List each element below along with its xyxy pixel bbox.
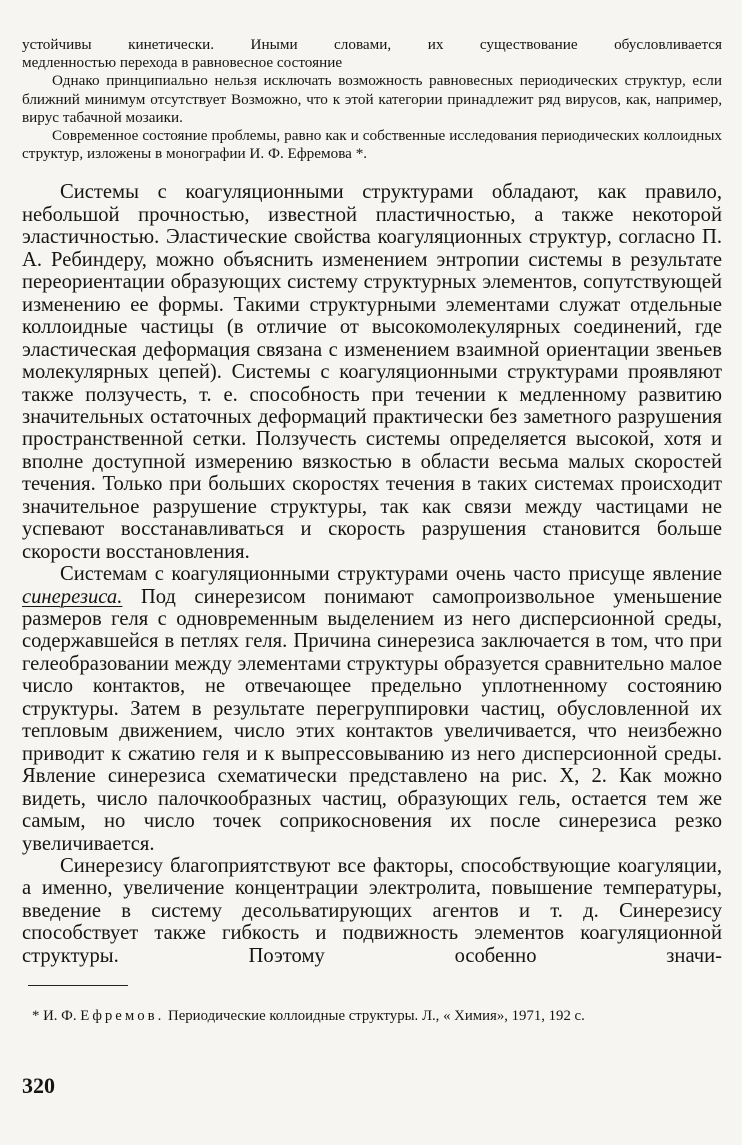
page-number: 320: [22, 1073, 55, 1098]
small-paragraph-viruses: Однако принципиально нельзя исключать возможность равновесных периодических структур, если ближний минимум отсутствует Возможно, что к этой категории принадлежит ряд вирусов, как, например, вирус табачной мозаики.: [22, 72, 722, 126]
syneresis-body: Под синерезисом понимают самопроизвольное уменьшение размеров геля с одновременным выделением из него дисперсионной среды, содержавшейся в петлях геля. Причина синерезиса заключается в том, что при гелеобразовании между элементами структуры образуется сравнительно малое число контактов, не отвечающее предельно уплотненному состоянию структуры. Затем в результате перегруппировки частиц, обусловленной их тепловым движением, число этих контактов увеличивается, что неизбежно приводит к сжатию геля и к выпрессовыванию из него дисперсионной среды. Явление синерезиса схематически представлено на рис. X, 2. Как можно видеть, число палочкообразных частиц, образующих гель, остается тем же самым, но число точек соприкосновения их после синерезиса резко увеличивается.: [22, 585, 722, 855]
carryover-line-2: медленностью перехода в равновесное состояние: [22, 54, 343, 72]
footnote-marker: * И. Ф.: [32, 1008, 77, 1025]
footnote-divider: [28, 985, 128, 986]
carryover-line-1: устойчивы кинетически. Иными словами, их существование обусловливается: [22, 36, 722, 53]
main-text: [22, 181, 722, 967]
small-paragraph-monograph: Современное состояние проблемы, равно как и собственные исследования периодических коллоидных структур, изложены в монографии И. Ф. Ефремова *.: [22, 127, 722, 163]
footnote-text: Периодические коллоидные структуры. Л., « Химия», 1971, 192 с.: [168, 1008, 585, 1025]
paragraph-syneresis-factors: Синерезису благоприятствуют все факторы, способствующие коагуляции, а именно, увеличение концентрации электролита, повышение температуры, введение в систему десольватирующих агентов и т. д. Синерезису способствует также гибкость и подвижность элементов коагуляционной структуры. Поэтому особенно значи-: [22, 855, 722, 967]
paragraph-syneresis: [22, 563, 722, 855]
paragraph-coagulation-structures: Системы с коагуляционными структурами обладают, как правило, небольшой прочностью, известной пластичностью, а также некоторой эластичностью. Эластические свойства коагуляционных структур, согласно П. А. Ребиндеру, можно объяснить изменением энтропии системы в результате переориентации образующих систему структурных элементов, сопутствующей изменению ее формы. Такими структурными элементами служат отдельные коллоидные частицы (в отличие от высокомолекулярных соединений, где эластическая деформация связана с изменением взаимной ориентации звеньев молекулярных цепей). Системы с коагуляционными структурами проявляют также ползучесть, т. е. способность при течении к медленному развитию значительных остаточных деформаций практически без заметного разрушения пространственной сетки. Ползучесть системы определяется высокой, хотя и вполне доступной измерению вязкостью в области весьма малых скоростей течения. Только при больших скоростях течения в таких системах происходит значительное разрушение структуры, так как связи между частицами не успевают восстанавливаться и скорость разрушения становится больше скорости восстановления.: [22, 181, 722, 563]
syneresis-intro: Системам с коагуляционными структурами очень часто присуще явление: [60, 563, 722, 586]
book-page: [22, 36, 722, 1026]
footnote-author: Ефремов.: [80, 1008, 165, 1025]
footnote: [22, 1006, 722, 1026]
preceding-small-text: [22, 36, 722, 163]
syneresis-term: синерезиса.: [22, 585, 123, 608]
